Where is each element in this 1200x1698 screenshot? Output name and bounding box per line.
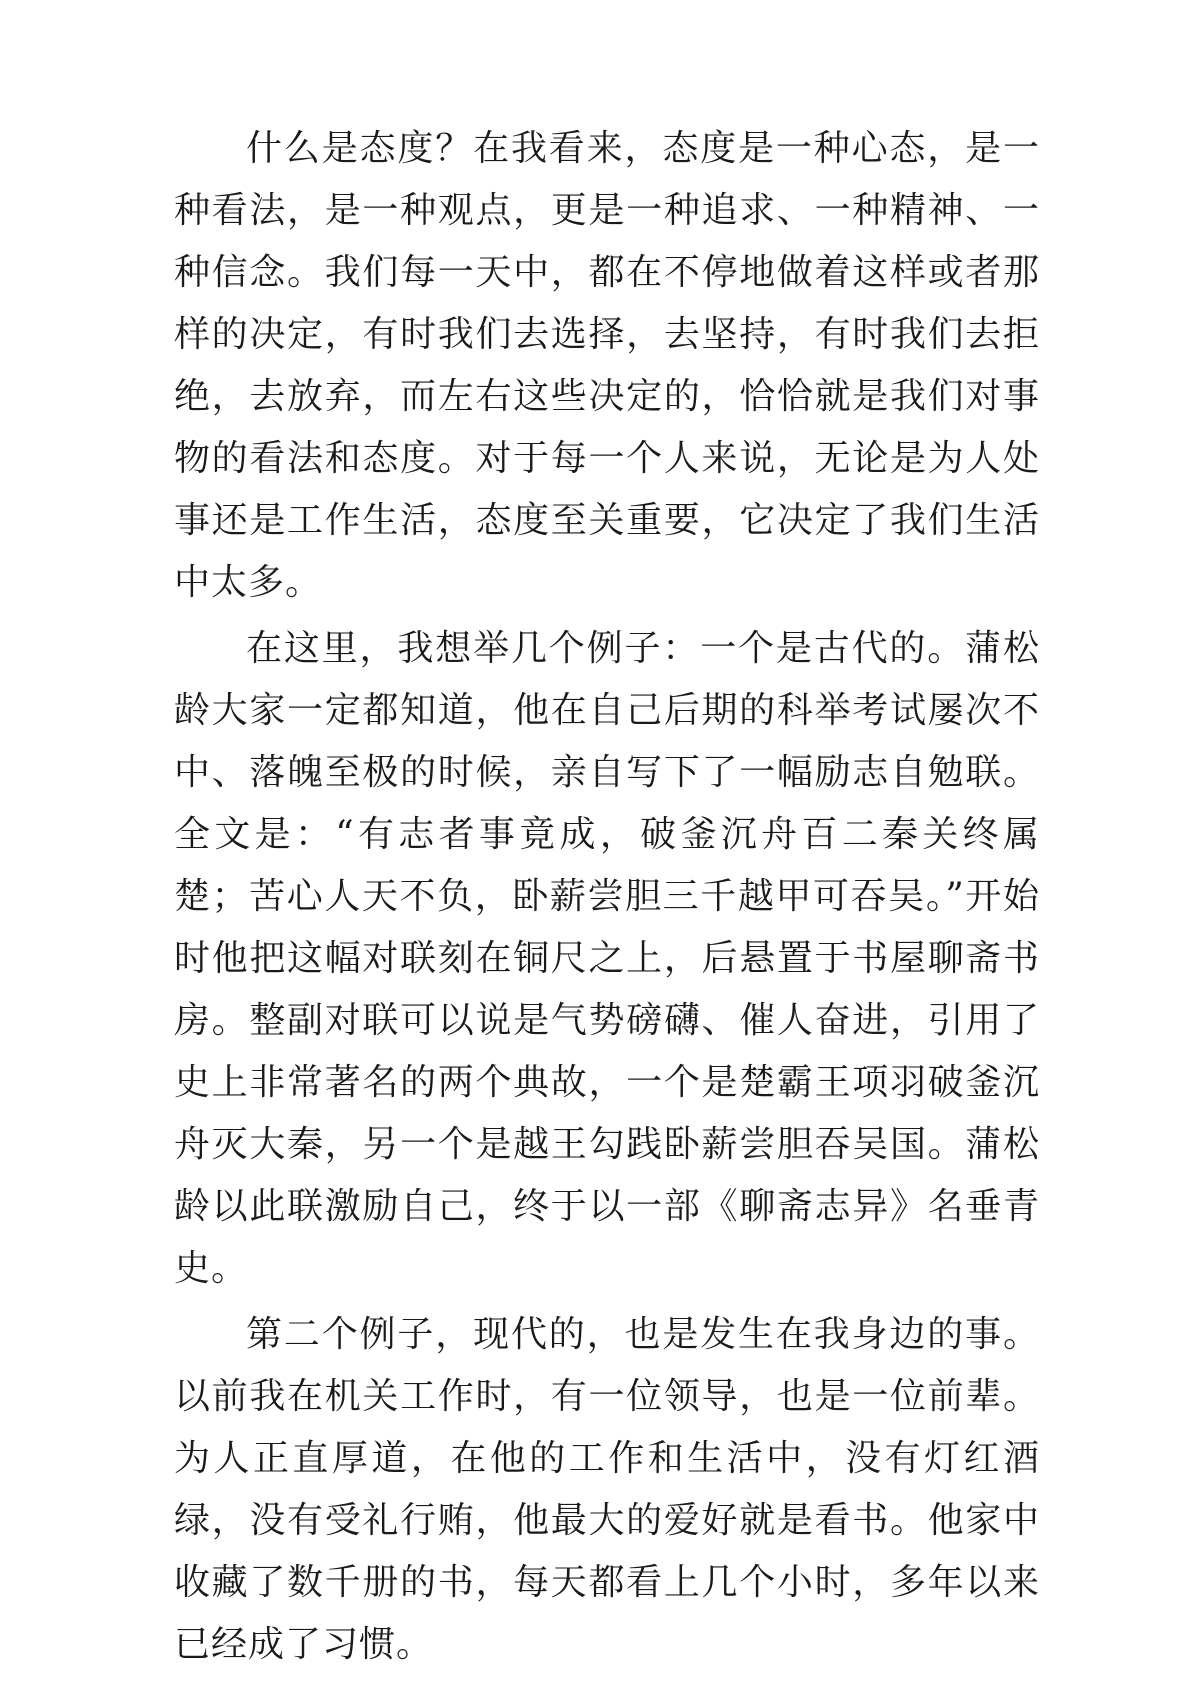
- paragraph-pu-songling-example: 在这里，我想举几个例子：一个是古代的。蒲松龄大家一定都知道，他在自己后期的科举考试屡次不中、落魄至极的时候，亲自写下了一幅励志自勉联。全文是：“有志者事竟成，破釜沉舟百二秦关终属楚；苦心人天不负，卧薪尝胆三千越甲可吞吴。”开始时他把这幅对联刻在铜尺之上，后悬置于书屋聊斋书房。整副对联可以说是气势磅礴、催人奋进，引用了史上非常著名的两个典故，一个是楚霸王项羽破釜沉舟灭大秦，另一个是越王勾践卧薪尝胆吞吴国。蒲松龄以此联激励自己，终于以一部《聊斋志异》名垂青史。: [174, 628, 1040, 1289]
- document-body: [174, 118, 1040, 1676]
- paragraph-attitude-definition: 什么是态度？在我看来，态度是一种心态，是一种看法，是一种观点，更是一种追求、一种精神、一种信念。我们每一天中，都在不停地做着这样或者那样的决定，有时我们去选择，去坚持，有时我们去拒绝，去放弃，而左右这些决定的，恰恰就是我们对事物的看法和态度。对于每一个人来说，无论是为人处事还是工作生活，态度至关重要，它决定了我们生活中太多。: [174, 128, 1040, 603]
- paragraph-modern-example: 第二个例子，现代的，也是发生在我身边的事。以前我在机关工作时，有一位领导，也是一位前辈。为人正直厚道，在他的工作和生活中，没有灯红酒绿，没有受礼行贿，他最大的爱好就是看书。他家中收藏了数千册的书，每天都看上几个小时，多年以来已经成了习惯。: [174, 1314, 1040, 1665]
